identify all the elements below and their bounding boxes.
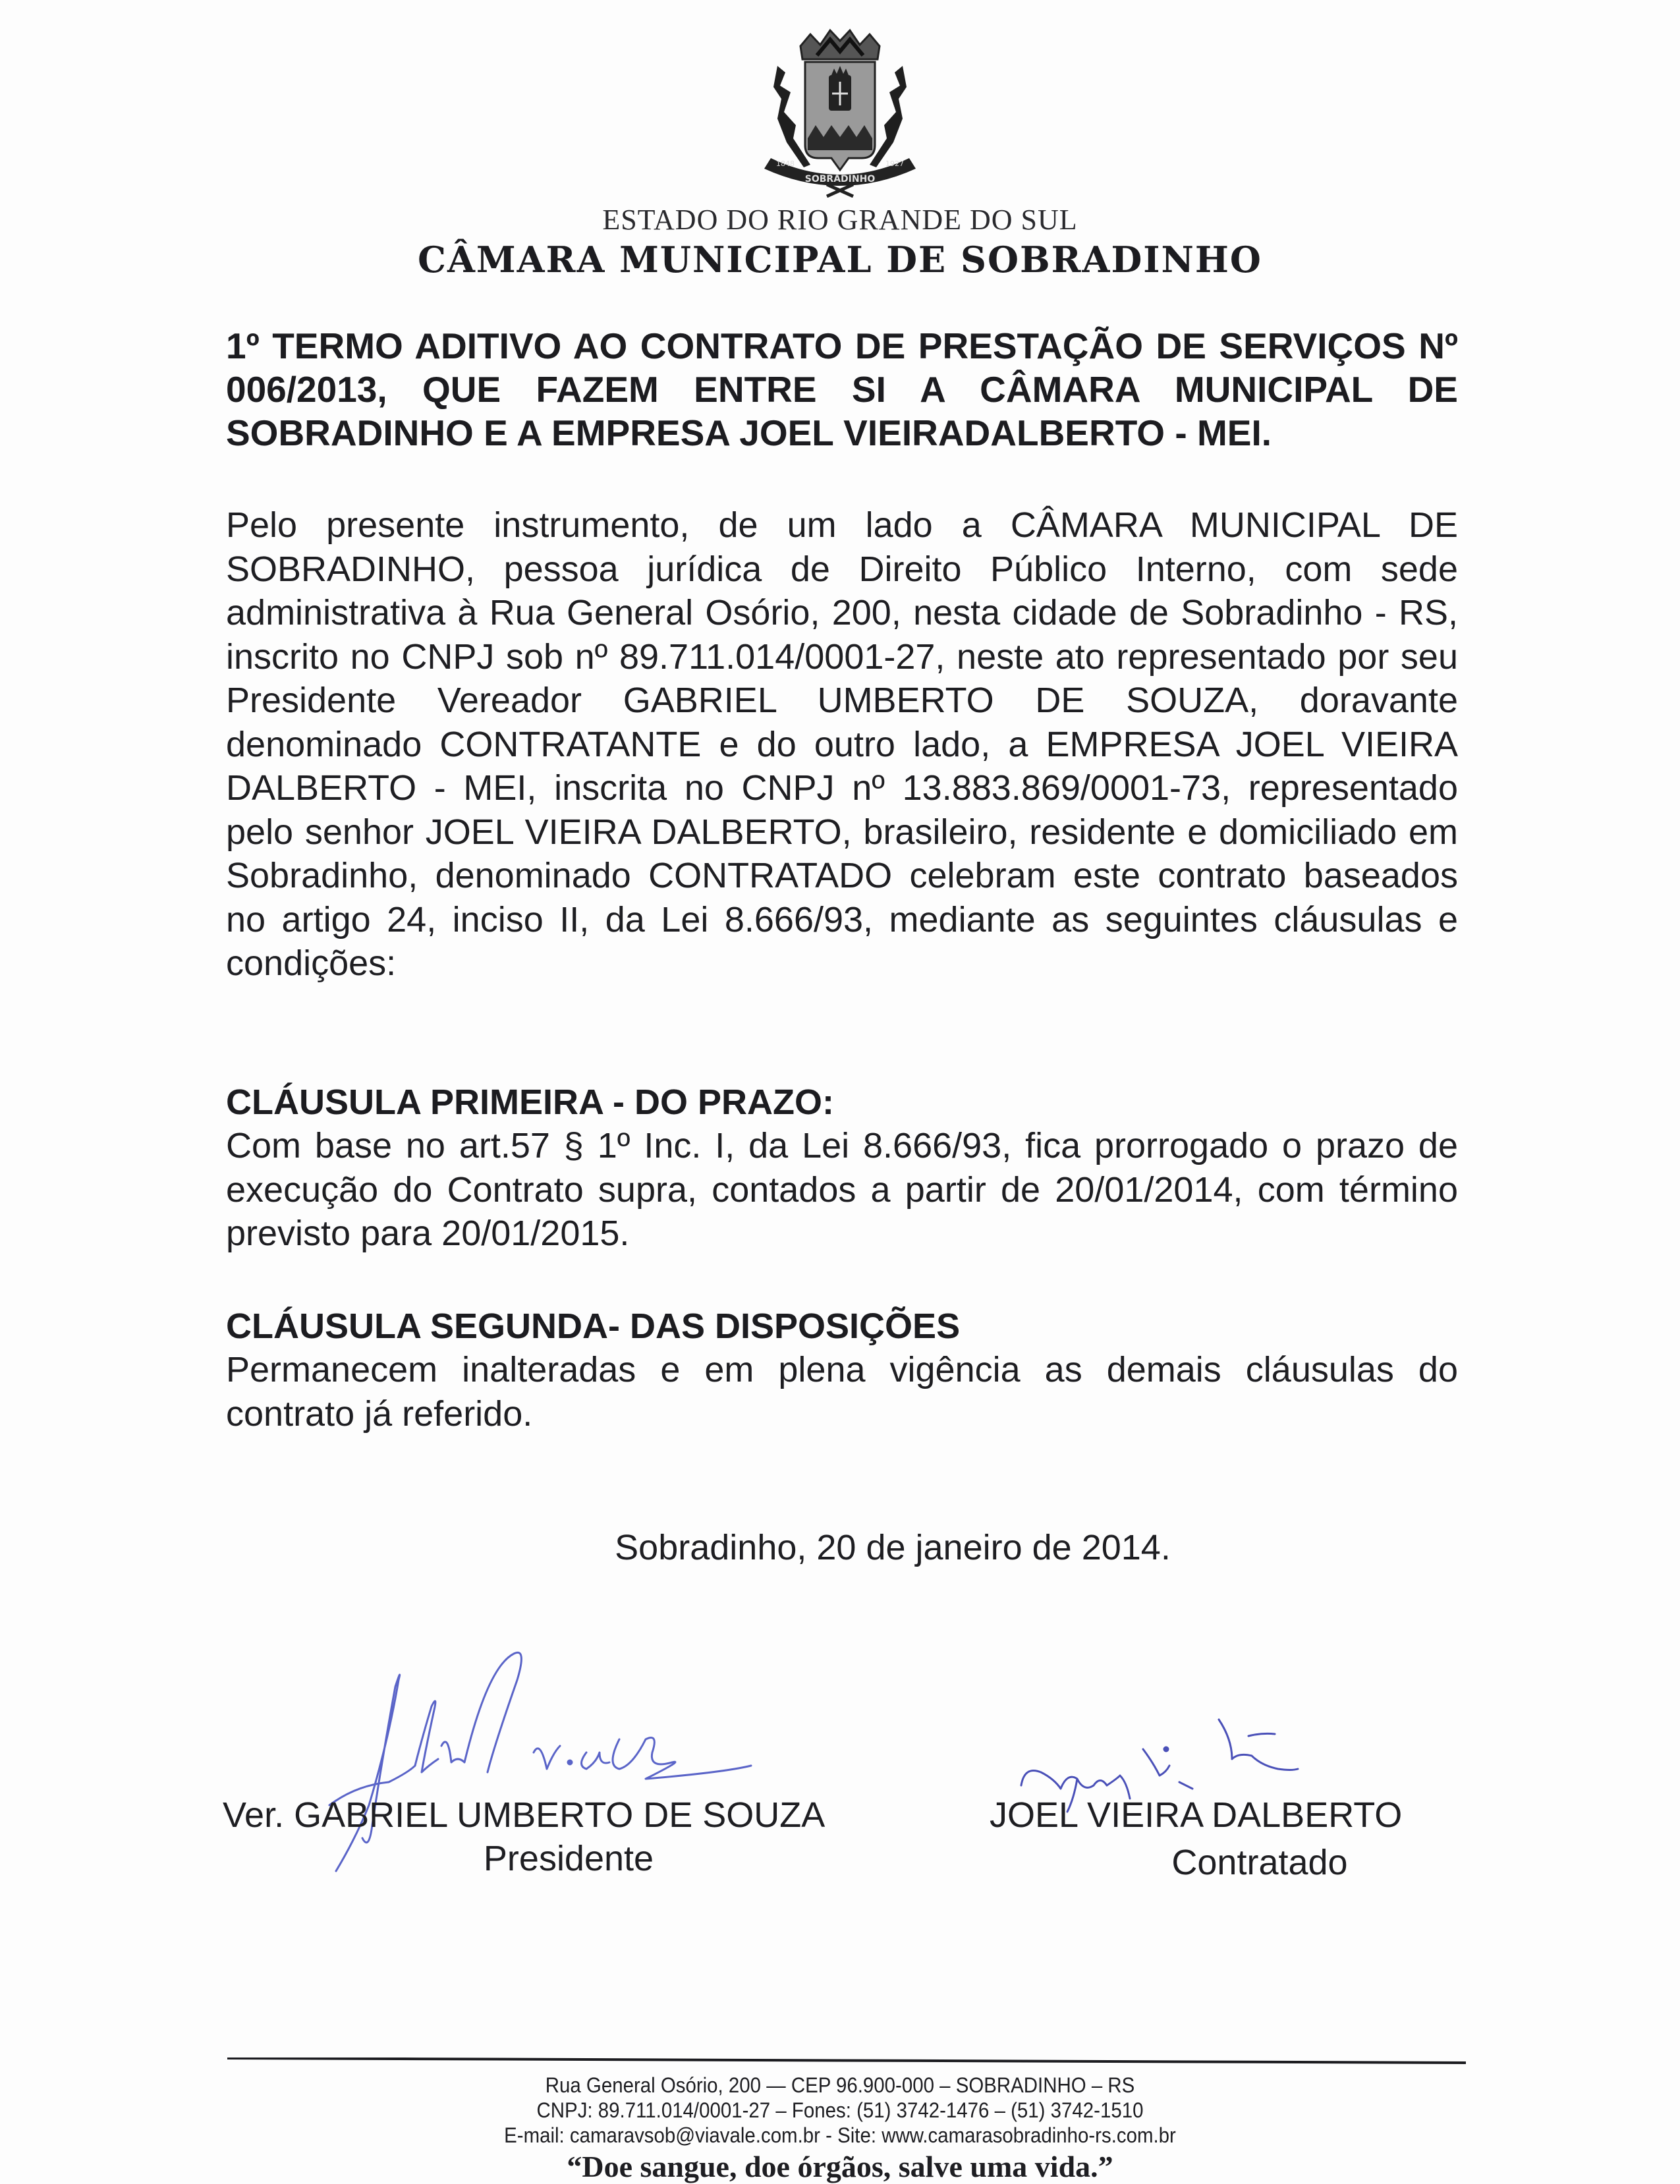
document-title: 1º TERMO ADITIVO AO CONTRATO DE PRESTAÇÃO DE SERVIÇOS Nº 006/2013, QUE FAZEM ENTRE SI A CÂMARA MUNICIPAL DE SOBRADINHO E A EMPRESA JOEL VIEIRADALBERTO - MEI. — [226, 325, 1458, 453]
municipal-coat-of-arms-icon — [738, 26, 942, 198]
clause-2-text: Permanecem inalteradas e em plena vigência as demais cláusulas do contrato já referido. — [226, 1350, 1458, 1434]
signature-block-president — [223, 1795, 888, 1879]
footer-contact: CNPJ: 89.711.014/0001-27 – Fones: (51) 3742-1476 – (51) 3742-1510 — [536, 2098, 1144, 2122]
footer — [0, 2073, 1680, 2148]
state-line: ESTADO DO RIO GRANDE DO SUL — [602, 204, 1078, 236]
organization-name: CÂMARA MUNICIPAL DE SOBRADINHO — [418, 238, 1262, 281]
crest-shield — [805, 62, 875, 170]
crest-crown — [800, 30, 880, 59]
clause-1-heading: CLÁUSULA PRIMEIRA - DO PRAZO: — [226, 1082, 834, 1122]
footer-slogan: “Doe sangue, doe órgãos, salve uma vida.” — [567, 2150, 1113, 2183]
signature-block-contracted — [990, 1795, 1451, 1883]
footer-web: E-mail: camaravsob@viavale.com.br - Site: www.camarasobradinho-rs.com.br — [504, 2123, 1176, 2147]
crest-year-right: 1927 — [885, 159, 904, 168]
clause-1-text: Com base no art.57 § 1º Inc. I, da Lei 8.666/93, fica prorrogado o prazo de execução do Contrato supra, contados a partir de 20/01/2014, com término previsto para 20/01/2015. — [226, 1126, 1458, 1253]
signatory-role-president: Presidente — [483, 1839, 654, 1878]
crest-ribbon-text: SOBRADINHO — [804, 174, 876, 184]
footer-divider — [227, 2058, 1466, 2064]
signatory-name-president: Ver. GABRIEL UMBERTO DE SOUZA — [223, 1795, 826, 1835]
footer-address: Rua General Osório, 200 — CEP 96.900-000 – SOBRADINHO – RS — [545, 2073, 1135, 2097]
intro-paragraph: Pelo presente instrumento, de um lado a CÂMARA MUNICIPAL DE SOBRADINHO, pessoa jurídica de Direito Público Interno, com sede administrativa à Rua General Osório, 200, nesta cidade de Sobradinho - RS, inscrito no CNPJ sob nº 89.711.014/0001-27, neste ato representado por seu Presidente Vereador GABRIEL UMBERTO DE SOUZA, doravante denominado CONTRATANTE e do outro lado, a EMPRESA JOEL VIEIRA DALBERTO - MEI, inscrita no CNPJ nº 13.883.869/0001-73, representado pelo senhor JOEL VIEIRA DALBERTO, brasileiro, residente e domiciliado em Sobradinho, denominado CONTRATADO celebram este contrato baseados no artigo 24, inciso II, da Lei 8.666/93, mediante as seguintes cláusulas e condições: — [226, 505, 1458, 983]
crest-year-left: 1848 — [776, 159, 795, 168]
signatory-name-contracted: JOEL VIEIRA DALBERTO — [990, 1795, 1403, 1835]
signatory-role-contracted: Contratado — [1171, 1843, 1348, 1882]
place-and-date: Sobradinho, 20 de janeiro de 2014. — [615, 1528, 1171, 1567]
clause-2-heading: CLÁUSULA SEGUNDA- DAS DISPOSIÇÕES — [226, 1306, 961, 1346]
